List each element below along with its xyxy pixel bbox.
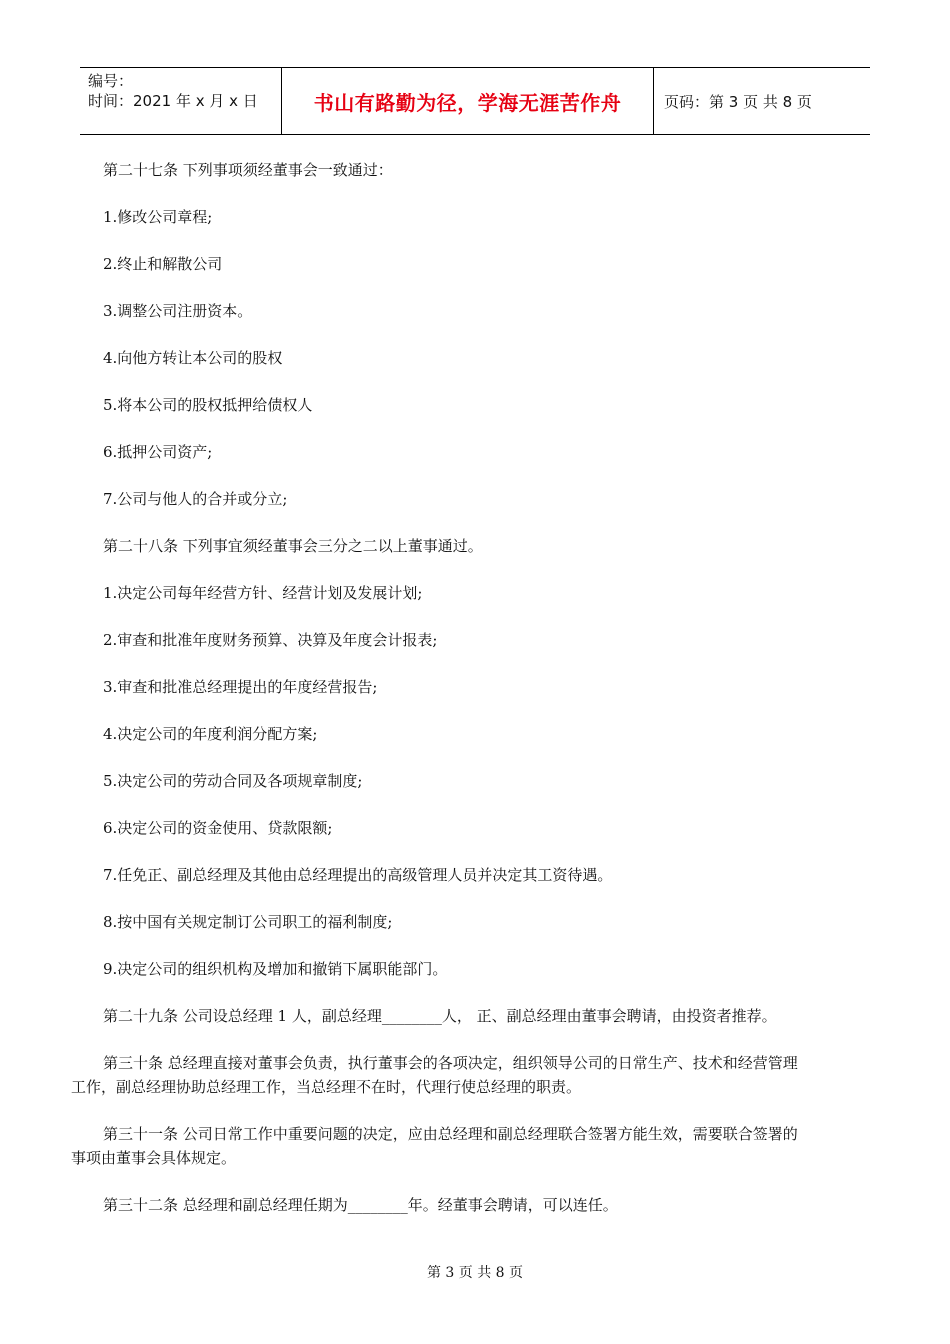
paragraph: 3.审查和批准总经理提出的年度经营报告; — [103, 678, 378, 696]
footer-page-number: 第 3 页 共 8 页 — [426, 1265, 524, 1281]
document-number-label: 编号： — [88, 72, 134, 90]
paragraph: 2.终止和解散公司 — [103, 255, 223, 273]
paragraph: 2.审查和批准年度财务预算、决算及年度会计报表; — [103, 631, 438, 649]
paragraph: 1.修改公司章程; — [103, 208, 213, 226]
page-header — [80, 67, 870, 135]
paragraph: 6.抵押公司资产; — [103, 443, 213, 461]
paragraph-long — [71, 1051, 881, 1099]
paragraph: 第二十七条 下列事项须经董事会一致通过： — [103, 161, 393, 179]
document-body — [71, 158, 881, 1217]
paragraph: 9.决定公司的组织机构及增加和撤销下属职能部门。 — [103, 960, 448, 978]
paragraph-line: 工作，副总经理协助总经理工作，当总经理不在时，代理行使总经理的职责。 — [71, 1078, 582, 1096]
header-slogan: 书山有路勤为径，学海无涯苦作舟 — [313, 90, 622, 115]
paragraph: 1.决定公司每年经营方针、经营计划及发展计划; — [103, 584, 423, 602]
paragraph: 4.向他方转让本公司的股权 — [103, 349, 283, 367]
header-meta — [80, 68, 282, 134]
paragraph-line: 第三十条 总经理直接对董事会负责，执行董事会的各项决定，组织领导公司的日常生产、技术和经营管理 — [103, 1054, 798, 1072]
page-footer — [0, 1262, 950, 1282]
paragraph: 6.决定公司的资金使用、贷款限额; — [103, 819, 333, 837]
header-page-cell — [654, 68, 870, 134]
paragraph: 5.将本公司的股权抵押给债权人 — [103, 396, 313, 414]
paragraph: 4.决定公司的年度利润分配方案; — [103, 725, 318, 743]
document-time-label: 时间：2021 年 x 月 x 日 — [88, 92, 258, 110]
paragraph-line: 第三十一条 公司日常工作中重要问题的决定，应由总经理和副总经理联合签署方能生效，需要联合签署的 — [103, 1125, 798, 1143]
paragraph: 第二十九条 公司设总经理 1 人，副总经理________人， 正、副总经理由董事会聘请，由投资者推荐。 — [103, 1007, 777, 1025]
paragraph: 3.调整公司注册资本。 — [103, 302, 253, 320]
header-page-label: 页码：第 3 页 共 8 页 — [664, 92, 812, 111]
header-slogan-cell — [282, 68, 654, 134]
paragraph: 7.任免正、副总经理及其他由总经理提出的高级管理人员并决定其工资待遇。 — [103, 866, 613, 884]
paragraph: 8.按中国有关规定制订公司职工的福利制度; — [103, 913, 393, 931]
paragraph: 第三十二条 总经理和副总经理任期为________年。经董事会聘请，可以连任。 — [103, 1196, 618, 1214]
paragraph-line: 事项由董事会具体规定。 — [71, 1149, 237, 1167]
paragraph: 5.决定公司的劳动合同及各项规章制度; — [103, 772, 363, 790]
paragraph: 7.公司与他人的合并或分立; — [103, 490, 288, 508]
paragraph-long — [71, 1122, 881, 1170]
paragraph: 第二十八条 下列事宜须经董事会三分之二以上董事通过。 — [103, 537, 483, 555]
